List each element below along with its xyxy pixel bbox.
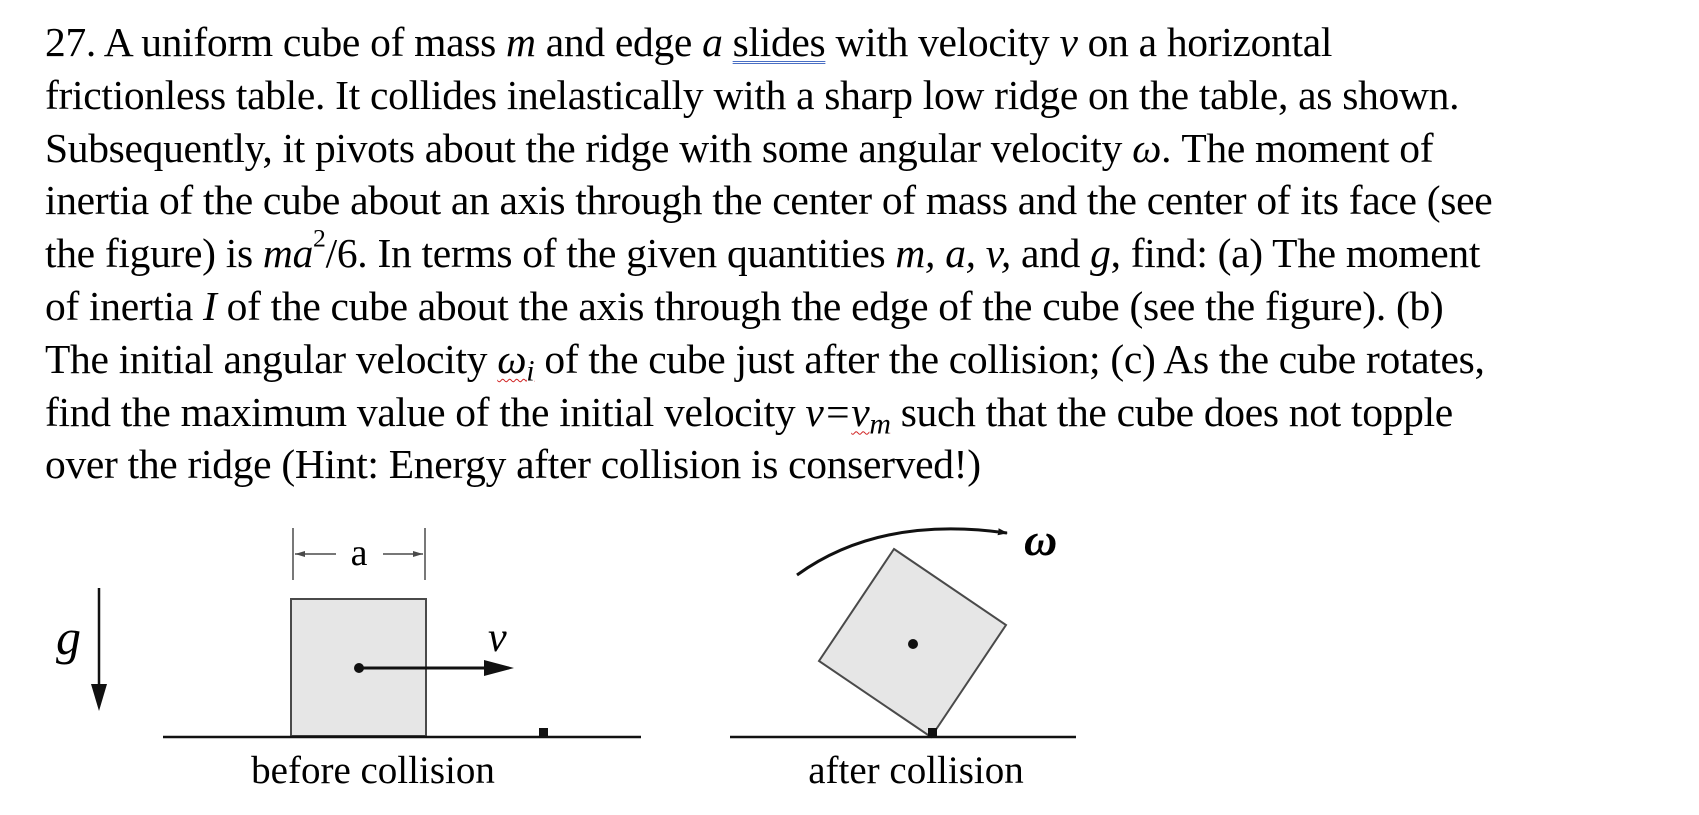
- gravity-label: g: [56, 609, 81, 665]
- omega-initial-symbol: $\omega_i$: [497, 335, 535, 388]
- given-variables: m, a, v,: [895, 230, 1011, 277]
- velocity-arrow-head: [484, 660, 514, 676]
- gravity-symbol: g: [1090, 230, 1111, 277]
- ridge-after: [928, 728, 937, 737]
- edge-length-label: a: [350, 532, 368, 574]
- inertia-symbol: I: [203, 282, 217, 329]
- angular-velocity-label: ω: [1024, 514, 1058, 565]
- ma-symbol: ma: [262, 230, 314, 277]
- problem-line-2: frictionless table. It collides inelastically with a sharp low ridge on the table, as shown.: [45, 71, 1460, 118]
- velocity-label: v: [488, 615, 507, 661]
- problem-line-7: The initial angular velocity $\omega_i$ of the cube just after the collision; (c) As the cube rotates,: [45, 335, 1485, 388]
- velocity-symbol: v: [1059, 19, 1078, 65]
- problem-line-6: of inertia I of the cube about the axis through the edge of the cube (see the figure). (b): [45, 282, 1444, 329]
- mass-symbol: m: [506, 19, 536, 65]
- edge-symbol: a: [702, 19, 723, 65]
- ridge-before: [539, 728, 548, 737]
- problem-line-1: 27. A uniform cube of mass m and edge a slides with velocity v on a horizontal: [45, 19, 1333, 65]
- problem-number: 27.: [45, 19, 96, 65]
- vm-symbol: $v_m$: [851, 388, 891, 441]
- before-collision-figure: [163, 528, 641, 792]
- gravity-arrow-head: [91, 684, 107, 711]
- problem-line-4: inertia of the cube about an axis through the center of mass and the center of its face (see: [45, 177, 1493, 224]
- after-collision-caption: after collision: [808, 749, 1024, 792]
- gravity-indicator: [56, 588, 107, 711]
- squared-superscript: 2: [313, 223, 326, 253]
- word-slides: slides: [732, 19, 826, 65]
- center-of-mass-after: [908, 639, 918, 649]
- problem-line-5: the figure) is $ma^2/6$. In terms of the given quantities m, a, v, and g, find: (a) The moment: [45, 223, 1481, 277]
- before-collision-caption: before collision: [251, 749, 495, 792]
- v-equals: v=: [805, 388, 852, 435]
- after-collision-figure: [730, 514, 1076, 792]
- omega-symbol: ω: [1132, 124, 1162, 171]
- problem-line-9: over the ridge (Hint: Energy after collision is conserved!): [45, 441, 981, 488]
- problem-line-8: find the maximum value of the initial velocity $v=v_m$ such that the cube does not topple: [45, 388, 1453, 441]
- problem-line-3: Subsequently, it pivots about the ridge with some angular velocity ω. The moment of: [45, 124, 1434, 171]
